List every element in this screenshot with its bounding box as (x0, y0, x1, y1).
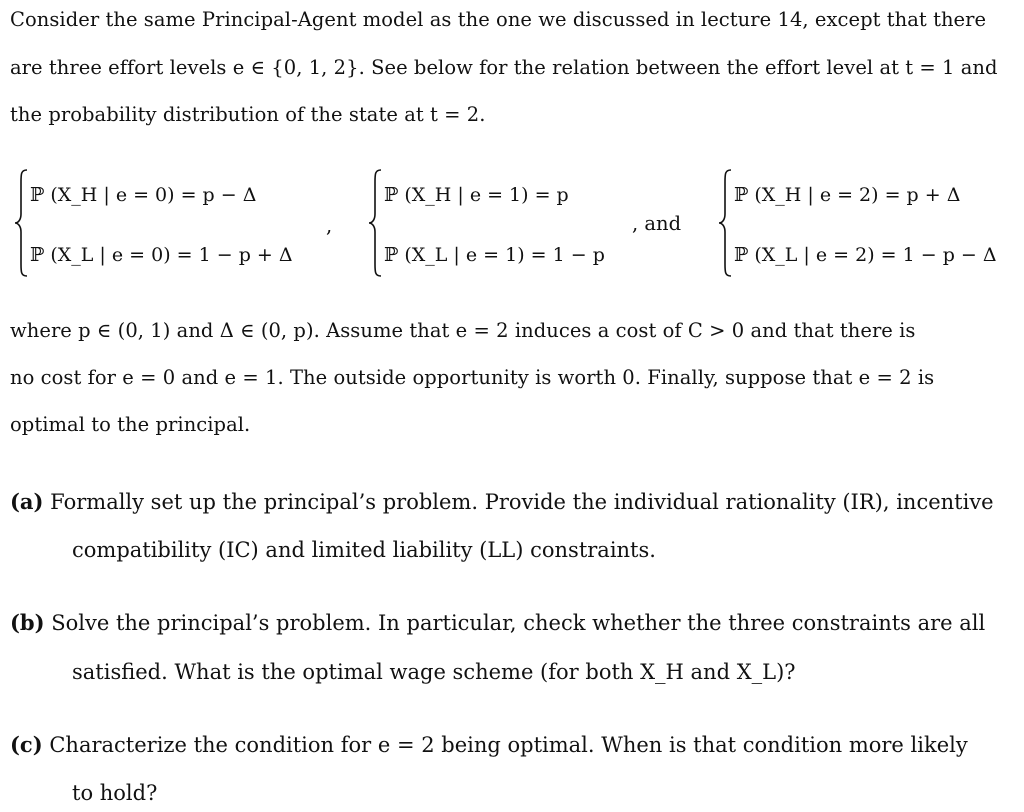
left-brace-icon (718, 168, 732, 278)
question-b (10, 610, 985, 635)
question-b-line-2: satisfied. What is the optimal wage scheme (for both X_H and X_L)? (72, 660, 796, 684)
prob-xh-e1: ℙ (X_H | e = 1) = p (384, 184, 569, 206)
question-a (10, 489, 994, 514)
assumptions-line-2: no cost for e = 0 and e = 1. The outside opportunity is worth 0. Finally, suppose that e = 2 is (10, 366, 935, 389)
separator-comma: , (326, 214, 333, 237)
prob-xl-e1: ℙ (X_L | e = 1) = 1 − p (384, 244, 605, 266)
prob-xh-e2: ℙ (X_H | e = 2) = p + Δ (734, 184, 961, 206)
intro-line-1: Consider the same Principal-Agent model as the one we discussed in lecture 14, except that there (10, 8, 987, 31)
prob-xl-e2: ℙ (X_L | e = 2) = 1 − p − Δ (734, 244, 997, 266)
question-c-label: (c) (10, 732, 43, 757)
question-c-line-1: Characterize the condition for e = 2 being optimal. When is that condition more likely (49, 733, 968, 757)
question-a-line-2: compatibility (IC) and limited liability (LL) constraints. (72, 538, 656, 562)
assumptions-line-3: optimal to the principal. (10, 413, 251, 436)
separator-and: , and (632, 212, 682, 235)
question-c-line-2: to hold? (72, 781, 158, 805)
question-b-line-1: Solve the principal’s problem. In particular, check whether the three constraints are all (51, 611, 986, 635)
left-brace-icon (368, 168, 382, 278)
question-b-label: (b) (10, 610, 45, 635)
left-brace-icon (14, 168, 28, 278)
intro-line-3: the probability distribution of the state at t = 2. (10, 103, 486, 126)
prob-xl-e0: ℙ (X_L | e = 0) = 1 − p + Δ (30, 244, 293, 266)
question-c (10, 732, 968, 757)
intro-line-2: are three effort levels e ∈ {0, 1, 2}. See below for the relation between the effort level at t = 1 and (10, 56, 998, 79)
question-a-label: (a) (10, 489, 44, 514)
assumptions-line-1: where p ∈ (0, 1) and Δ ∈ (0, p). Assume that e = 2 induces a cost of C > 0 and that there is (10, 319, 916, 342)
prob-xh-e0: ℙ (X_H | e = 0) = p − Δ (30, 184, 257, 206)
question-a-line-1: Formally set up the principal’s problem. Provide the individual rationality (IR), incentive (50, 490, 994, 514)
